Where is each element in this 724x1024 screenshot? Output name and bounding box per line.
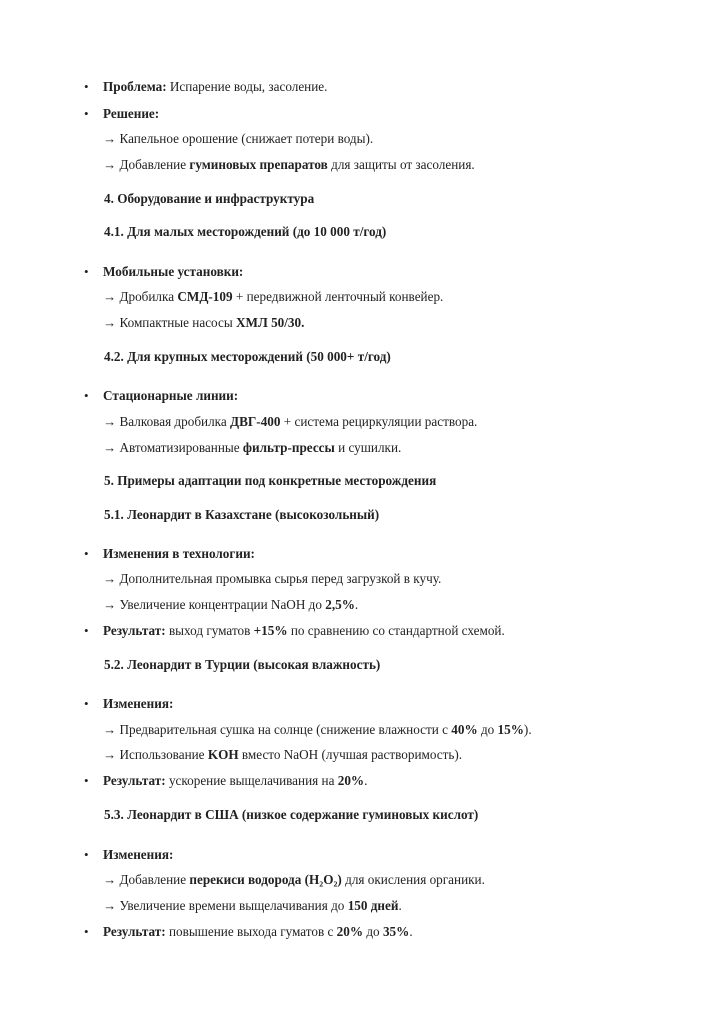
document-page: • Проблема: Испарение воды, засоление. • Решение: → Капельное орошение (снижает потери воды). → Добавление гуминовых препаратов для защиты от засоления. 4. Оборудование и инфраструктура 4.1. Для малых месторождений (до 10 000 т/год) • Мобильные установки: → Дробилка СМД-109 + передвижной ленточный конвейер. → Компактные насосы ХМЛ 50/30. 4.2. Для крупных месторождений (50 000+ т/год) • Стационарные линии: → Валковая дробилка ДВГ-400 + система рециркуляции раствора. → Автоматизированные фильтр-прессы и сушилки. 5. Примеры адаптации под конкретные месторождения 5.1. Леонардит в Казахстане (высокозольный) • Изменения в технологии: → Дополнительная промывка сырья перед загрузкой в кучу. → Увеличение концентрации NaOH до 2,5%. • Результат: выход гуматов +15% по сравнению со стандартной схемой. 5.2. Леонардит в Турции (высокая влажность) • Изменения: → Предварительная сушка на солнце (снижение влажности с 40% до 15%). → Использование KOH вместо NaOH (лучшая растворимость). • Результат: ускорение выщелачивания на 20%. 5.3. Леонардит в США (низкое содержание гуминовых кислот) • Изменения: → Добавление перекиси водорода (H₂O₂) для окисления органики. → Увеличение времени выщелачивания до 150 дней. • Результат: повышение выхода гуматов с 20% до 35%. (84, 79, 532, 939)
bullet: • (84, 106, 89, 121)
bullet: • (84, 773, 89, 788)
list-item-text: Мобильные установки: (103, 264, 244, 279)
list-item-text: Результат: ускорение выщелачивания на 20%. (103, 773, 368, 788)
bullet: • (84, 546, 89, 561)
bullet: • (84, 847, 89, 862)
list-item-text: Проблема: Испарение воды, засоление. (103, 79, 328, 94)
bullet: • (84, 388, 89, 403)
bullet: • (84, 623, 89, 638)
list-item-text: Стационарные линии: (103, 388, 239, 403)
bullet: • (84, 264, 89, 279)
list-item-text: Изменения в технологии: (103, 546, 255, 561)
bullet: • (84, 696, 89, 711)
list-item-text: Результат: выход гуматов +15% по сравнению со стандартной схемой. (103, 623, 505, 638)
bullet: • (84, 79, 89, 94)
list-item-text: Решение: (103, 106, 160, 121)
bullet: • (84, 924, 89, 939)
list-item-text: Изменения: (103, 696, 174, 711)
list-item-text: Результат: повышение выхода гуматов с 20% до 35%. (103, 924, 413, 939)
list-item-text: Изменения: (103, 847, 174, 862)
